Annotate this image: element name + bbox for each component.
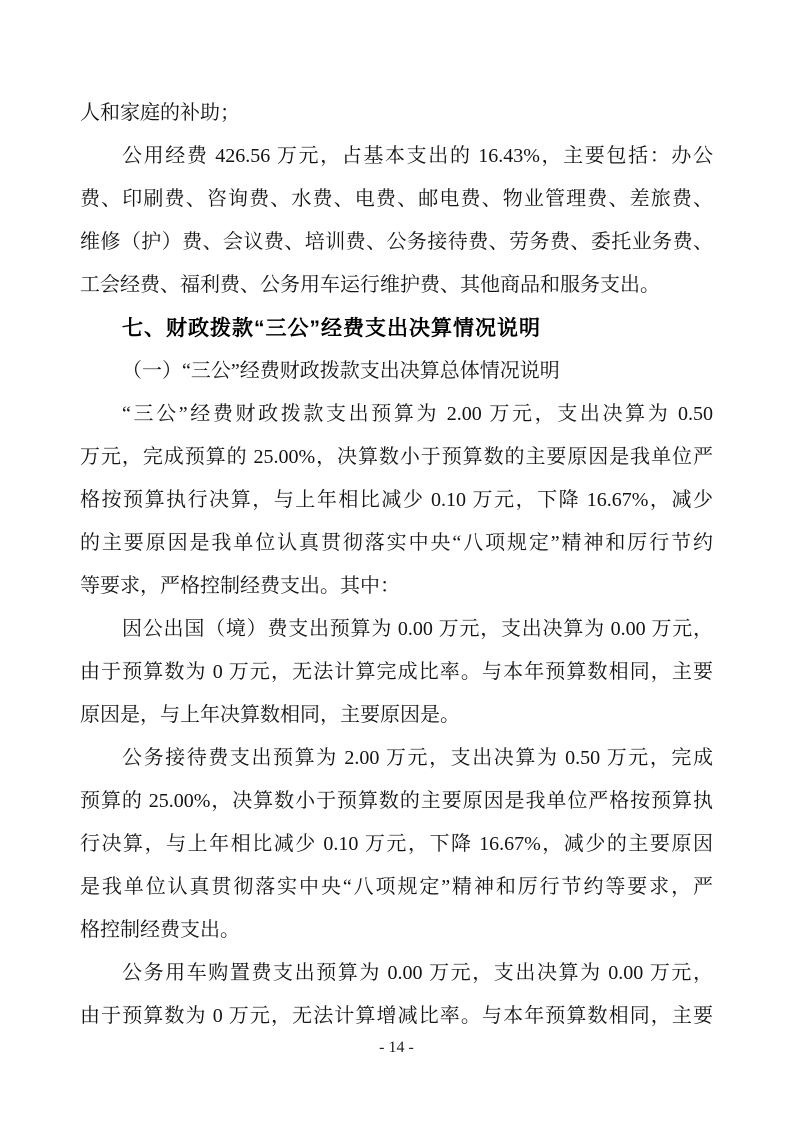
page-number: - 14 -	[379, 1039, 414, 1056]
text-line: 公务接待费支出预算为 2.00 万元，支出决算为 0.50 万元，完成	[122, 747, 713, 769]
document-body	[80, 92, 713, 1038]
section-heading: 七、财政拨款“三公”经费支出决算情况说明	[122, 317, 541, 340]
text-line: 等要求，严格控制经费支出。其中：	[80, 575, 400, 597]
text-line: 公务用车购置费支出预算为 0.00 万元，支出决算为 0.00 万元，	[122, 962, 713, 984]
text-line: 格按预算执行决算，与上年相比减少 0.10 万元，下降 16.67%，减少	[80, 489, 713, 511]
text-line: 原因是，与上年决算数相同，主要原因是。	[80, 704, 460, 726]
text-line: 的主要原因是我单位认真贯彻落实中央“八项规定”精神和厉行节约	[80, 532, 713, 554]
text-line: 由于预算数为 0 万元，无法计算增减比率。与本年预算数相同，主要	[80, 1005, 713, 1027]
text-line: 因公出国（境）费支出预算为 0.00 万元，支出决算为 0.00 万元，	[122, 618, 713, 640]
text-line: 是我单位认真贯彻落实中央“八项规定”精神和厉行节约等要求，严	[80, 876, 713, 898]
text-line: 维修（护）费、会议费、培训费、公务接待费、劳务费、委托业务费、	[80, 231, 713, 253]
text-line: 预算的 25.00%，决算数小于预算数的主要原因是我单位严格按预算执	[80, 790, 713, 812]
text-line: 由于预算数为 0 万元，无法计算完成比率。与本年预算数相同，主要	[80, 661, 713, 683]
text-line: 行决算，与上年相比减少 0.10 万元，下降 16.67%，减少的主要原因	[80, 833, 713, 855]
text-line: 人和家庭的补助；	[80, 102, 240, 124]
text-line: 工会经费、福利费、公务用车运行维护费、其他商品和服务支出。	[80, 274, 660, 296]
subsection-heading: （一）“三公”经费财政拨款支出决算总体情况说明	[122, 360, 560, 382]
text-line: 万元，完成预算的 25.00%，决算数小于预算数的主要原因是我单位严	[80, 446, 713, 468]
text-line: “三公”经费财政拨款支出预算为 2.00 万元，支出决算为 0.50	[122, 403, 713, 425]
text-line: 公用经费 426.56 万元，占基本支出的 16.43%，主要包括：办公	[122, 145, 713, 167]
text-line: 格控制经费支出。	[80, 919, 240, 941]
text-line: 费、印刷费、咨询费、水费、电费、邮电费、物业管理费、差旅费、	[80, 188, 713, 210]
